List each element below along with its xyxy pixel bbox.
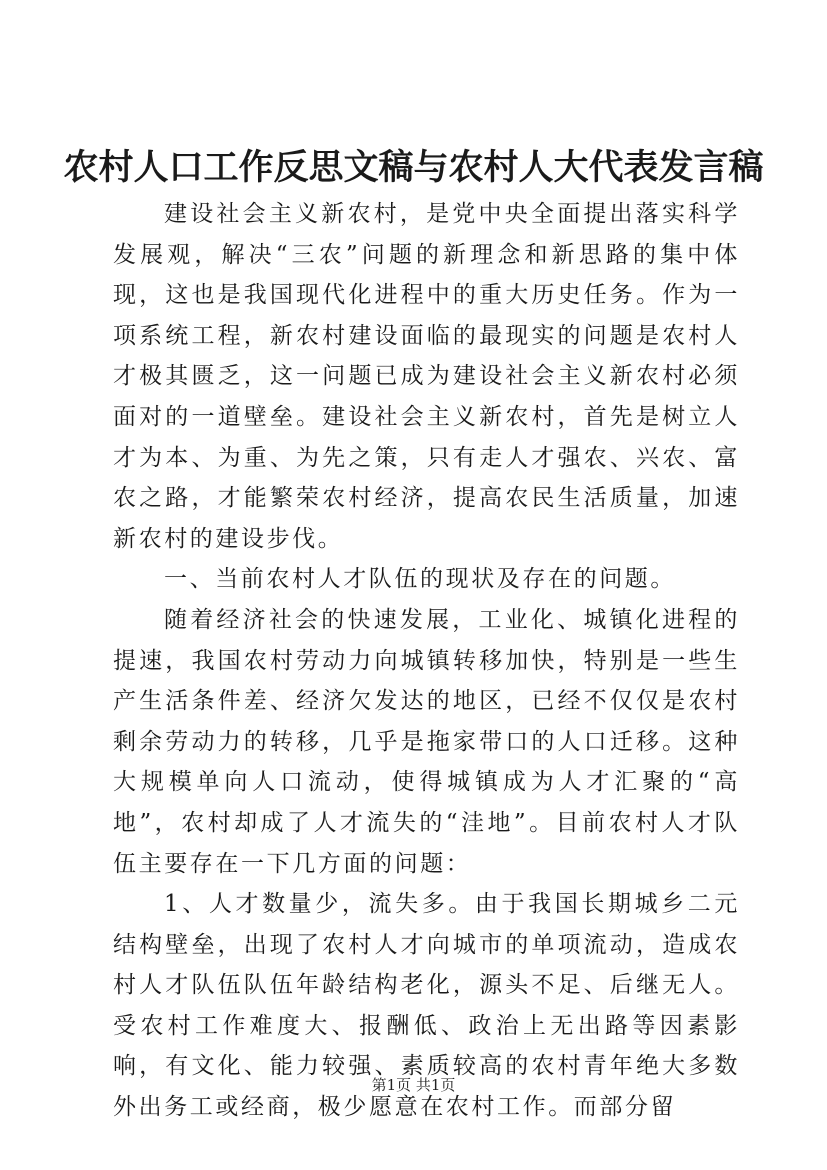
document-body bbox=[113, 194, 740, 1128]
paragraph: 一、当前农村人才队伍的现状及存在的问题。 bbox=[164, 566, 676, 593]
paragraph: 随着经济社会的快速发展，工业化、城镇化进程的提速，我国农村劳动力向城镇转移加快，特别是一些生产生活条件差、经济欠发达的地区，已经不仅仅是农村剩余劳动力的转移，几乎是拖家带口的人口迁移。这种大规模单向人口流动，使得城镇成为人才汇聚的“高地”，农村却成了人才流失的“洼地”。目前农村人才队伍主要存在一下几方面的问题： bbox=[113, 606, 740, 877]
paragraph: 建设社会主义新农村，是党中央全面提出落实科学发展观，解决“三农”问题的新理念和新思路的集中体现，这也是我国现代化进程中的重大历史任务。作为一项系统工程，新农村建设面临的最现实的问题是农村人才极其匮乏，这一问题已成为建设社会主义新农村必须面对的一道壁垒。建设社会主义新农村，首先是树立人才为本、为重、为先之策，只有走人才强农、兴农、富农之路，才能繁荣农村经济，提高农民生活质量，加速新农村的建设步伐。 bbox=[113, 201, 740, 552]
paragraph: 1、人才数量少，流失多。由于我国长期城乡二元结构壁垒，出现了农村人才向城市的单项流动，造成农村人才队伍队伍年龄结构老化，源头不足、后继无人。受农村工作难度大、报酬低、政治上无出路等因素影响，有文化、能力较强、素质较高的农村青年绝大多数外出务工或经商，极少愿意在农村工作。而部分留 bbox=[113, 891, 740, 1121]
document-title: 农村人口工作反思文稿与农村人大代表发言稿 bbox=[63, 147, 764, 188]
page-footer bbox=[0, 1075, 827, 1095]
page-number-label: 第1页 共1页 bbox=[371, 1076, 456, 1094]
